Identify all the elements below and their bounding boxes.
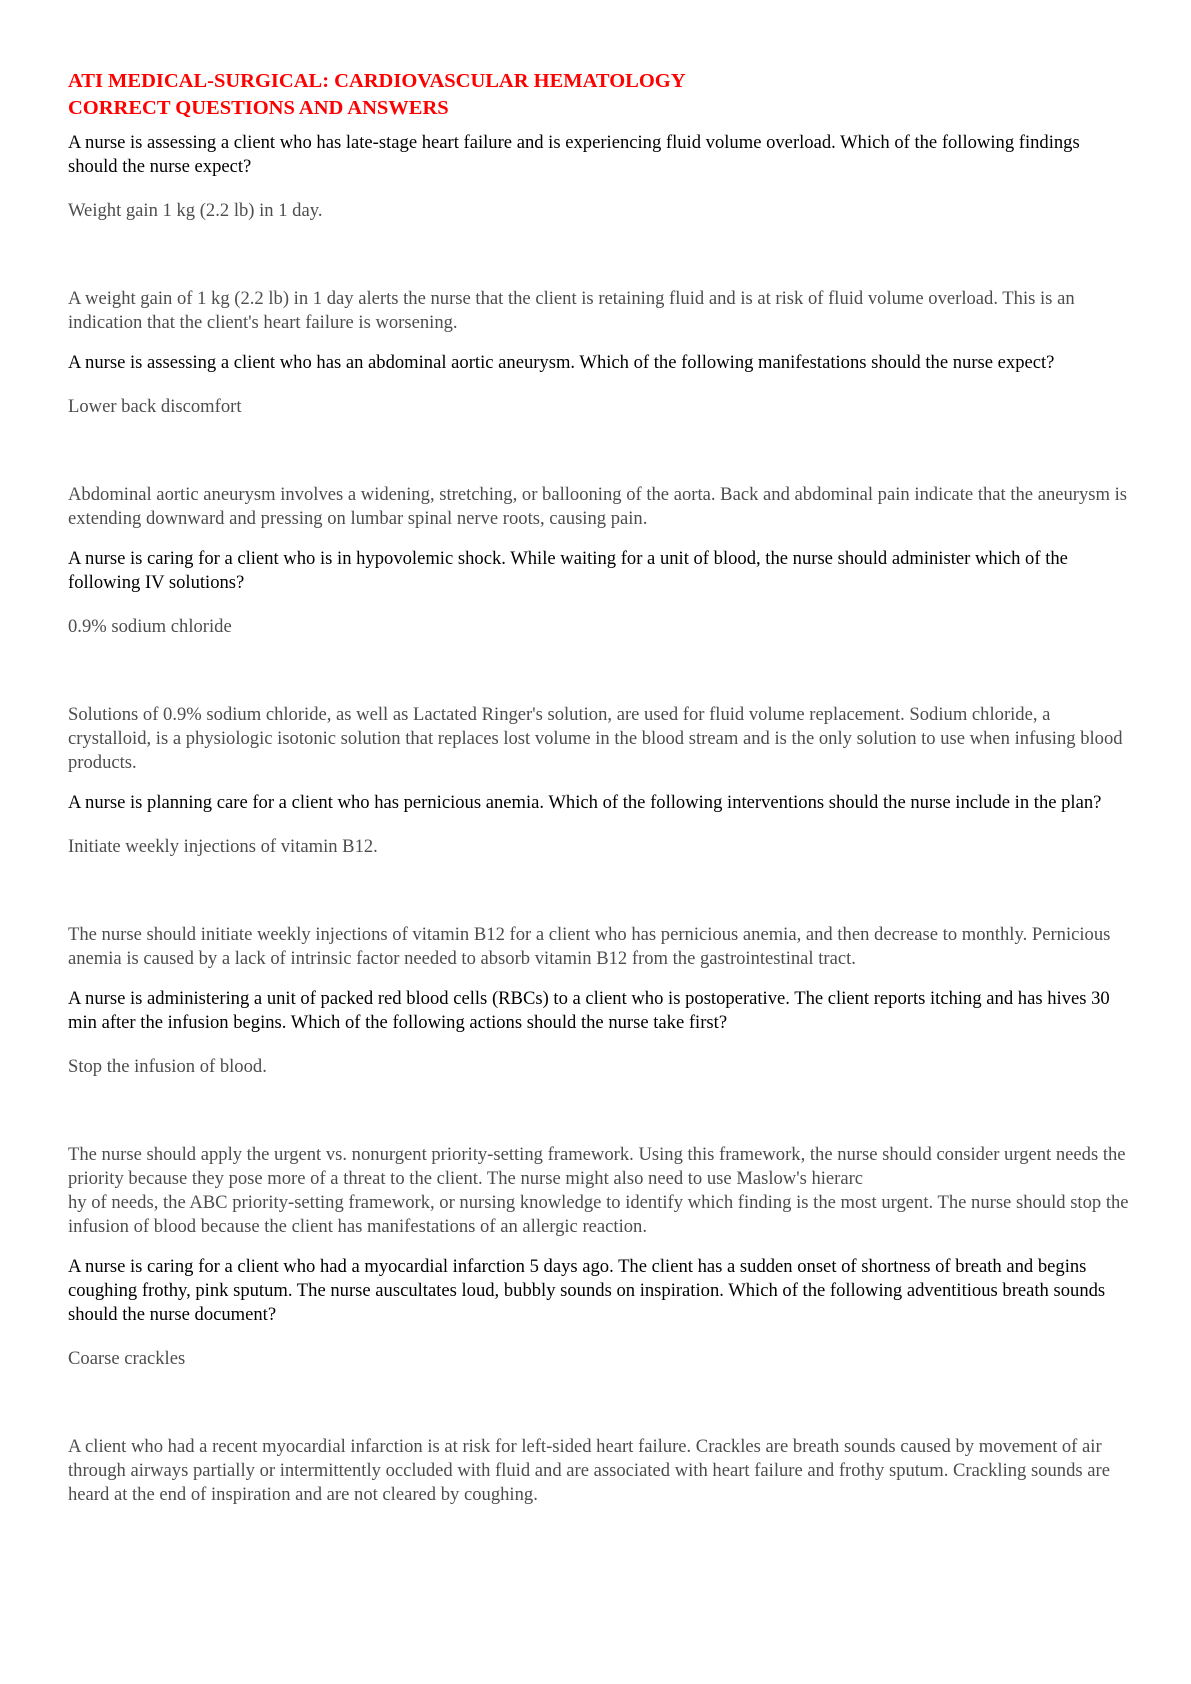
question-text: A nurse is caring for a client who is in hypovolemic shock. While waiting for a unit of blood, the nurse should administer which of the following IV solutions? bbox=[68, 548, 1068, 593]
question-text: A nurse is administering a unit of packed red blood cells (RBCs) to a client who is postoperative. The client reports itching and has hives 30 min after the infusion begins. Which of the following actions should the nurse take first? bbox=[68, 988, 1110, 1033]
answer-text: Coarse crackles bbox=[68, 1348, 186, 1369]
qa-item-2 bbox=[68, 351, 1130, 531]
rationale-part-2: hy of needs, the ABC priority-setting framework, or nursing knowledge to identify which finding is the most urgent. The nurse should stop the infusion of blood because the client has manifestations of an allergic reaction. bbox=[68, 1192, 1129, 1237]
rationale-text: Abdominal aortic aneurysm involves a widening, stretching, or ballooning of the aorta. Back and abdominal pain indicate that the aneurysm is extending downward and pressing on lumbar spinal nerve roots, causing pain. bbox=[68, 484, 1128, 529]
question-text: A nurse is assessing a client who has an abdominal aortic aneurysm. Which of the following manifestations should the nurse expect? bbox=[68, 352, 1055, 373]
document-page bbox=[68, 68, 1130, 1523]
rationale-text: A client who had a recent myocardial infarction is at risk for left-sided heart failure. Crackles are breath sounds caused by movement of air through airways partially or intermittently occluded with fluid and are associated with heart failure and frothy sputum. Crackling sounds are heard at the end of inspiration and are not cleared by coughing. bbox=[68, 1436, 1110, 1505]
qa-item-4 bbox=[68, 791, 1130, 971]
answer-text: Weight gain 1 kg (2.2 lb) in 1 day. bbox=[68, 200, 323, 221]
rationale-text: A weight gain of 1 kg (2.2 lb) in 1 day alerts the nurse that the client is retaining fluid and is at risk of fluid volume overload. This is an indication that the client's heart failure is worsening. bbox=[68, 288, 1075, 333]
question-text: A nurse is planning care for a client who has pernicious anemia. Which of the following interventions should the nurse include in the plan? bbox=[68, 792, 1102, 813]
title-line-2: CORRECT QUESTIONS AND ANSWERS bbox=[68, 97, 449, 119]
answer-text: Lower back discomfort bbox=[68, 396, 242, 417]
rationale-text: The nurse should initiate weekly injections of vitamin B12 for a client who has pernicious anemia, and then decrease to monthly. Pernicious anemia is caused by a lack of intrinsic factor needed to absorb vitamin B12 from the gastrointestinal tract. bbox=[68, 924, 1111, 969]
rationale-text: Solutions of 0.9% sodium chloride, as well as Lactated Ringer's solution, are used for fluid volume replacement. Sodium chloride, a crystalloid, is a physiologic isotonic solution that replaces lost volume in the blood stream and is the only solution to use when infusing blood products. bbox=[68, 704, 1123, 773]
question-text: A nurse is caring for a client who had a myocardial infarction 5 days ago. The client has a sudden onset of shortness of breath and begins coughing frothy, pink sputum. The nurse auscultates loud, bubbly sounds on inspiration. Which of the following adventitious breath sounds should the nurse document? bbox=[68, 1256, 1106, 1325]
rationale-text bbox=[68, 1143, 1130, 1239]
answer-text: Stop the infusion of blood. bbox=[68, 1056, 267, 1077]
qa-item-1 bbox=[68, 131, 1130, 335]
answer-text: Initiate weekly injections of vitamin B12. bbox=[68, 836, 378, 857]
qa-item-6 bbox=[68, 1255, 1130, 1507]
document-title bbox=[68, 68, 1130, 122]
title-line-1: ATI MEDICAL-SURGICAL: CARDIOVASCULAR HEMATOLOGY bbox=[68, 70, 686, 92]
rationale-part-1: The nurse should apply the urgent vs. nonurgent priority-setting framework. Using this framework, the nurse should consider urgent needs the priority because they pose more of a threat to the client. The nurse might also need to use Maslow's hierarc bbox=[68, 1144, 1126, 1189]
answer-text: 0.9% sodium chloride bbox=[68, 616, 232, 637]
qa-item-5 bbox=[68, 987, 1130, 1239]
qa-item-3 bbox=[68, 547, 1130, 775]
question-text: A nurse is assessing a client who has late-stage heart failure and is experiencing fluid volume overload. Which of the following findings should the nurse expect? bbox=[68, 132, 1080, 177]
